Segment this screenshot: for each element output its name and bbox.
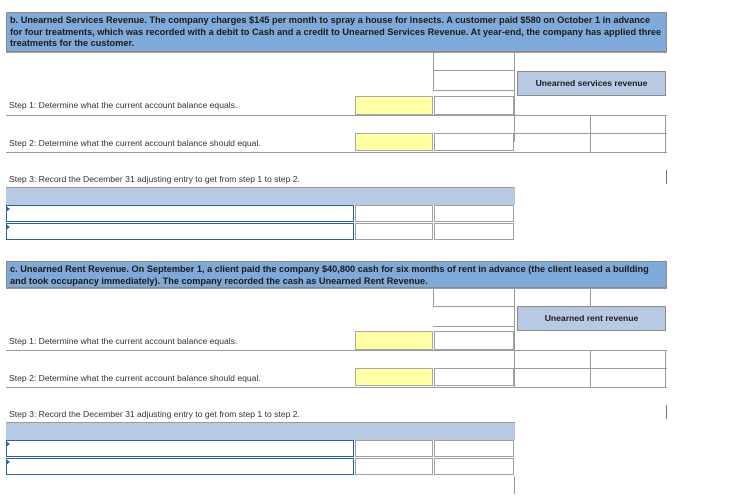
section-b-journal-debit-1[interactable]: [355, 205, 433, 222]
column-divider: [514, 288, 515, 387]
row-divider: [6, 152, 667, 153]
row-divider: [433, 90, 514, 91]
scroll-tick: [666, 405, 667, 419]
section-b-prompt: b. Unearned Services Revenue. The company charges $145 per month to spray a house for insects. A customer paid $580 on October 1 in advance for four treatments, which was recorded with a debit to Cash and a credit to Unearned Services Revenue. At year-end, the company has applied three treatments for the customer.: [6, 12, 667, 52]
entry-marker-icon: [6, 441, 10, 447]
column-divider: [433, 52, 434, 90]
section-c-step-1-label: Step 1: Determine what the current account balance equals.: [9, 336, 238, 346]
section-c-journal-credit-2[interactable]: [434, 458, 514, 475]
section-c-step-2-value[interactable]: [434, 368, 514, 386]
entry-marker-icon: [6, 459, 10, 465]
section-b-step-1-label: Step 1: Determine what the current account balance equals.: [9, 100, 238, 110]
section-b-step-1-value[interactable]: [434, 96, 514, 115]
row-divider: [433, 306, 514, 307]
scroll-tick: [666, 170, 667, 184]
section-b-journal-credit-2[interactable]: [434, 223, 514, 240]
section-c-journal-debit-1[interactable]: [355, 440, 433, 457]
section-c-step-2-label: Step 2: Determine what the current account balance should equal.: [9, 373, 261, 383]
section-b-step-1-input[interactable]: [355, 96, 433, 115]
section-c-step-2-input[interactable]: [355, 368, 433, 386]
section-b-journal-debit-2[interactable]: [355, 223, 433, 240]
row-divider: [514, 368, 667, 369]
row-divider: [6, 387, 667, 388]
section-c-journal-credit-1[interactable]: [434, 440, 514, 457]
unearned-services-revenue-header: Unearned services revenue: [517, 71, 666, 96]
row-divider: [433, 326, 514, 327]
section-c-journal-account-2[interactable]: [6, 458, 354, 475]
row-divider: [6, 288, 667, 289]
column-divider: [514, 476, 515, 494]
column-divider: [514, 52, 515, 142]
column-divider: [433, 288, 434, 306]
row-divider: [6, 350, 667, 351]
section-c-journal-account-1[interactable]: [6, 440, 354, 457]
section-c-prompt: c. Unearned Rent Revenue. On September 1, a client paid the company $40,800 cash for six months of rent in advance (the client leased a building and took occupancy immediately). The company recorded the cash as Unearned Rent Revenue.: [6, 261, 667, 288]
section-c-journal-band: [6, 423, 515, 440]
row-divider: [6, 52, 667, 53]
unearned-rent-revenue-header: Unearned rent revenue: [517, 306, 666, 331]
section-c-step-1-value[interactable]: [434, 331, 514, 350]
column-divider: [590, 288, 591, 306]
section-b-step-3-label: Step 3: Record the December 31 adjusting entry to get from step 1 to step 2.: [9, 174, 300, 184]
row-divider: [6, 115, 667, 116]
section-b-journal-band: [6, 188, 515, 205]
section-b-journal-credit-1[interactable]: [434, 205, 514, 222]
row-divider: [514, 133, 667, 134]
section-c-journal-debit-2[interactable]: [355, 458, 433, 475]
section-b-journal-account-2[interactable]: [6, 223, 354, 240]
section-b-step-2-label: Step 2: Determine what the current account balance should equal.: [9, 138, 261, 148]
section-b-step-2-input[interactable]: [355, 133, 433, 151]
section-c-step-3-label: Step 3: Record the December 31 adjusting entry to get from step 1 to step 2.: [9, 409, 300, 419]
row-divider: [433, 70, 514, 71]
section-b-step-2-value[interactable]: [434, 133, 514, 151]
section-c-step-1-input[interactable]: [355, 331, 433, 350]
entry-marker-icon: [6, 224, 10, 230]
entry-marker-icon: [6, 206, 10, 212]
section-b-journal-account-1[interactable]: [6, 205, 354, 222]
